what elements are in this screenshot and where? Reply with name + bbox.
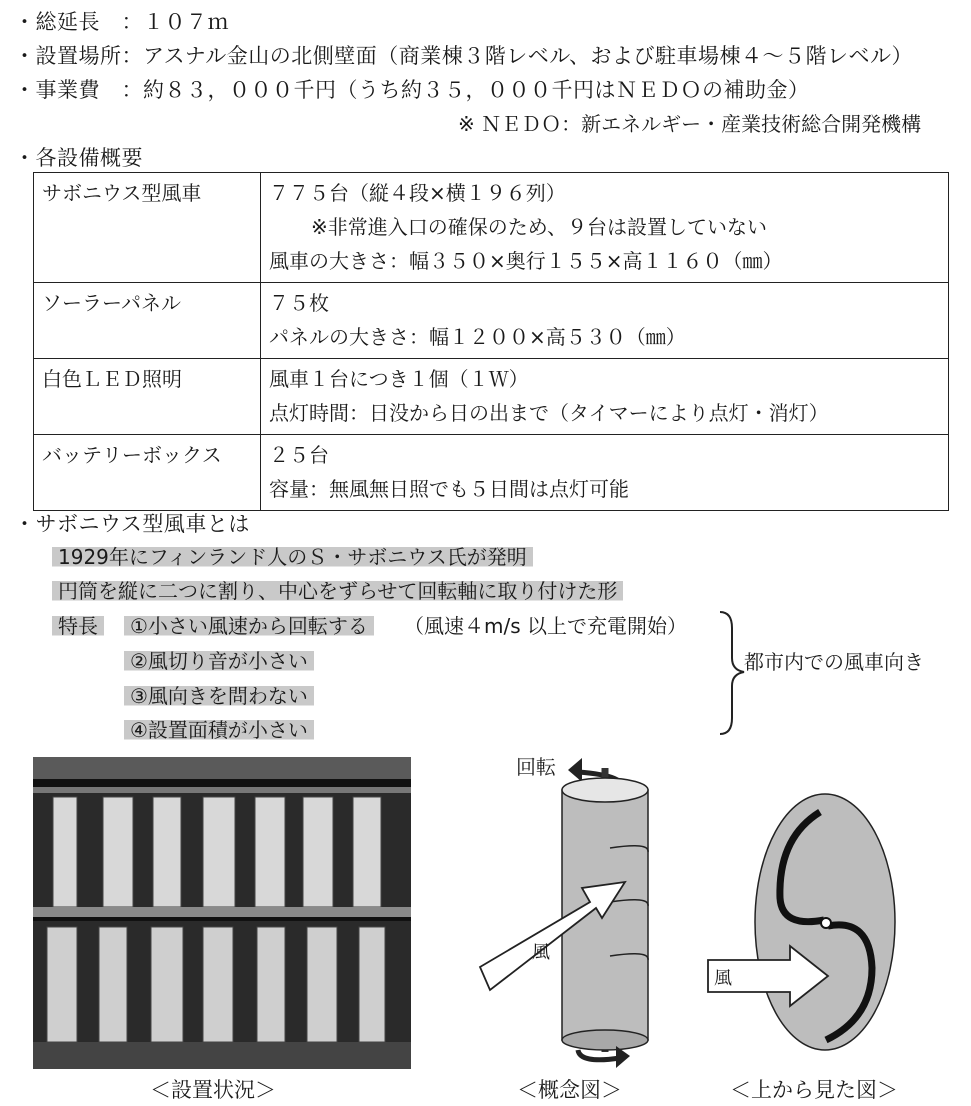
savonius-heading: ・サボニウス型風車とは [14, 512, 250, 536]
detail-line: 容量：無風無日照でも５日間は点灯可能 [269, 477, 629, 501]
savonius-origin: 1929年にフィンランド人のＳ・サボニウス氏が発明 [52, 541, 533, 570]
feature-2: ②風切り音が小さい [124, 645, 314, 674]
features-label: 特長 [52, 610, 104, 639]
rotation-label: 回転 [516, 755, 556, 779]
cost-line: ・事業費 ：約８３，０００千円（うち約３５，０００千円はＮＥＤＯの補助金） [14, 78, 810, 102]
brace-note: 都市内での風車向き [744, 650, 924, 674]
top-wind-label: 風 [714, 968, 732, 989]
concept-wind-label: 風 [532, 942, 550, 963]
caption-concept: ＜概念図＞ [517, 1078, 622, 1102]
detail-line: 風車１台につき１個（１Ｗ） [269, 367, 529, 391]
top-view-diagram [700, 778, 900, 1068]
detail-line: 点灯時間：日没から日の出まで（タイマーにより点灯・消灯） [269, 401, 829, 425]
detail-line: ７５枚 [269, 291, 329, 315]
table-row [34, 173, 949, 283]
nedo-note: ※ ＮＥＤＯ：新エネルギー・産業技術総合開発機構 [458, 112, 922, 136]
table-row [34, 435, 949, 511]
caption-top-view: ＜上から見た図＞ [730, 1078, 898, 1102]
equipment-heading: ・各設備概要 [14, 146, 143, 170]
detail-line: パネルの大きさ：幅１２００×高５３０（㎜） [269, 325, 686, 349]
table-row [34, 283, 949, 359]
equipment-detail [261, 173, 949, 283]
location-line: ・設置場所：アスナル金山の北側壁面（商業棟３階レベル、および駐車場棟４～５階レベル） [14, 44, 914, 68]
table-row [34, 359, 949, 435]
feature-4: ④設置面積が小さい [124, 714, 314, 743]
detail-line: ※非常進入口の確保のため、９台は設置していない [311, 215, 767, 239]
installation-photo [33, 757, 411, 1069]
caption-installation: ＜設置状況＞ [150, 1078, 276, 1102]
detail-line: 風車の大きさ：幅３５０×奥行１５５×高１１６０（㎜） [269, 249, 783, 273]
concept-diagram [470, 752, 670, 1072]
equipment-detail [261, 283, 949, 359]
detail-line: ２５台 [269, 443, 329, 467]
equipment-name: ソーラーパネル [34, 283, 261, 359]
feature-3: ③風向きを問わない [124, 680, 314, 709]
savonius-shape: 円筒を縦に二つに割り、中心をずらせて回転軸に取り付けた形 [52, 575, 623, 604]
equipment-detail [261, 435, 949, 511]
equipment-name: サボニウス型風車 [34, 173, 261, 283]
feature-1: ①小さい風速から回転する [124, 610, 374, 639]
feature-1-note: （風速４m/s 以上で充電開始） [404, 614, 687, 638]
detail-line: ７７５台（縦４段×横１９６列） [269, 181, 566, 205]
equipment-name: 白色ＬＥＤ照明 [34, 359, 261, 435]
equipment-detail [261, 359, 949, 435]
total-length-line: ・総延長 ：１０７ｍ [14, 10, 229, 34]
equipment-name: バッテリーボックス [34, 435, 261, 511]
equipment-table [33, 172, 949, 511]
